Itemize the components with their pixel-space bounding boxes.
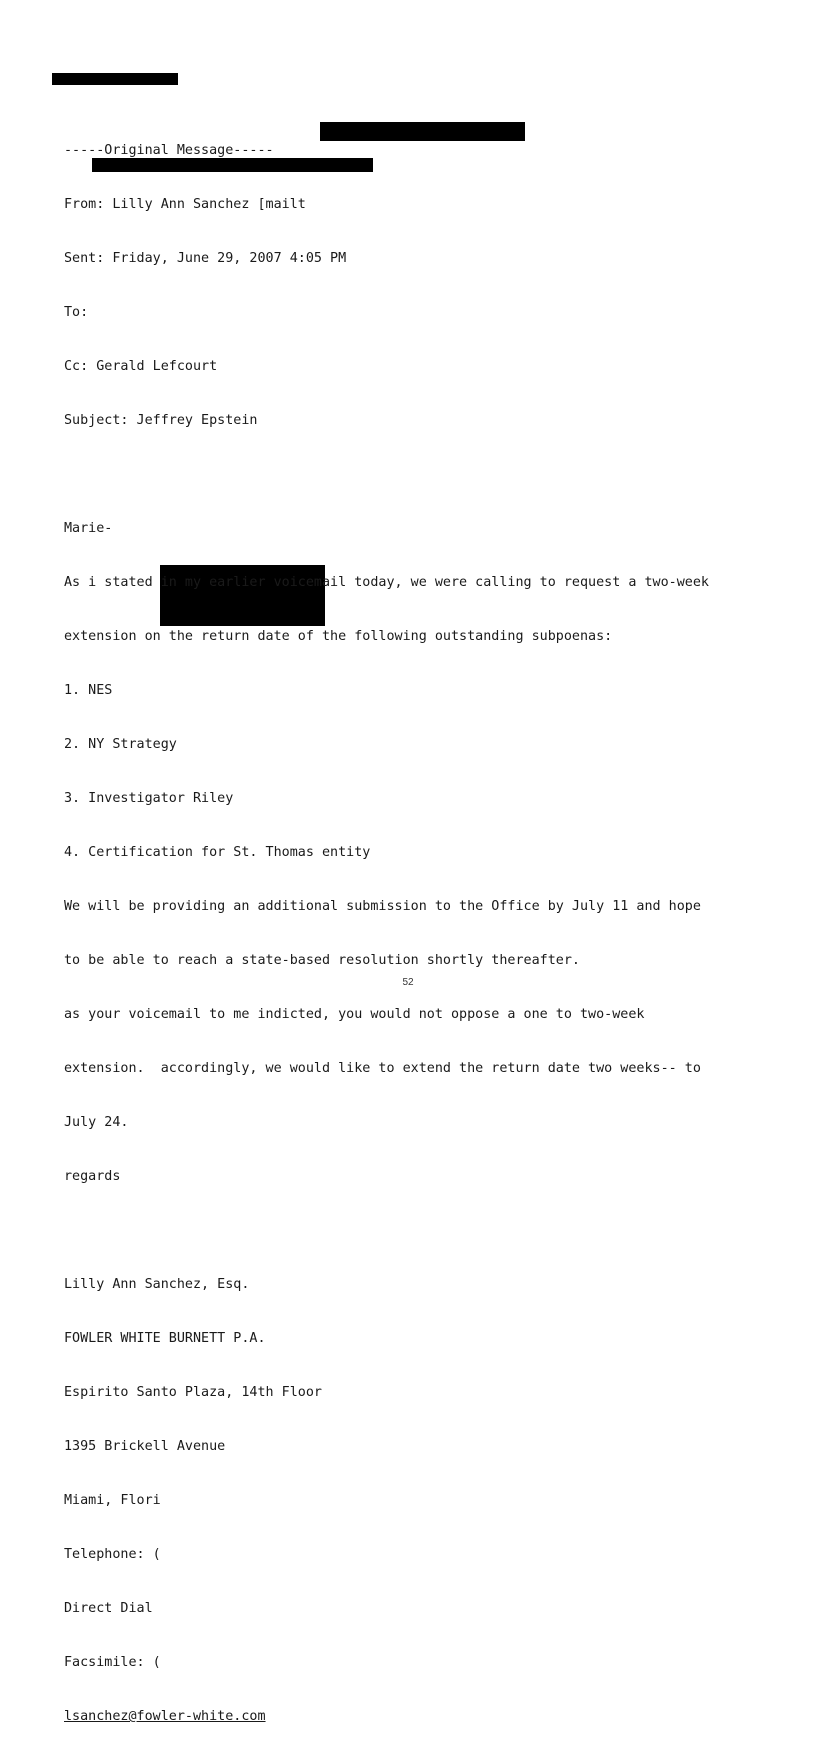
list-item: 4. Certification for St. Thomas entity	[64, 845, 371, 860]
signature-address-2: 1395 Brickell Avenue	[64, 1439, 226, 1454]
email-document	[64, 106, 709, 1744]
body-line: July 24.	[64, 1115, 129, 1130]
body-line: As i stated in my earlier voicemail today, we were calling to request a two-week	[64, 575, 709, 590]
original-message-line: -----Original Message-----	[64, 143, 274, 158]
page-number: 52	[402, 977, 414, 988]
body-line: to be able to reach a state-based resolution shortly thereafter.	[64, 953, 580, 968]
list-item: 3. Investigator Riley	[64, 791, 234, 806]
list-item: 2. NY Strategy	[64, 737, 177, 752]
from-line: From: Lilly Ann Sanchez [mailt	[64, 197, 306, 212]
sent-line: Sent: Friday, June 29, 2007 4:05 PM	[64, 251, 347, 266]
signature-facsimile: Facsimile: (	[64, 1655, 161, 1670]
body-line: We will be providing an additional submission to the Office by July 11 and hope	[64, 899, 701, 914]
to-line: To:	[64, 305, 89, 320]
signature-telephone: Telephone: (	[64, 1547, 161, 1562]
signature-firm: FOWLER WHITE BURNETT P.A.	[64, 1331, 266, 1346]
greeting: Marie-	[64, 521, 113, 536]
body-line: as your voicemail to me indicted, you would not oppose a one to two-week	[64, 1007, 645, 1022]
subject-line: Subject: Jeffrey Epstein	[64, 413, 258, 428]
signature-name: Lilly Ann Sanchez, Esq.	[64, 1277, 250, 1292]
cc-line: Cc: Gerald Lefcourt	[64, 359, 218, 374]
body-line: extension on the return date of the following outstanding subpoenas:	[64, 629, 613, 644]
signature-email-link[interactable]: lsanchez@fowler-white.com	[64, 1709, 266, 1724]
closing: regards	[64, 1169, 121, 1184]
list-item: 1. NES	[64, 683, 113, 698]
signature-direct-dial: Direct Dial	[64, 1601, 153, 1616]
body-line: extension. accordingly, we would like to extend the return date two weeks-- to	[64, 1061, 701, 1076]
redaction-top	[52, 73, 178, 85]
signature-address-1: Espirito Santo Plaza, 14th Floor	[64, 1385, 322, 1400]
signature-city: Miami, Flori	[64, 1493, 161, 1508]
